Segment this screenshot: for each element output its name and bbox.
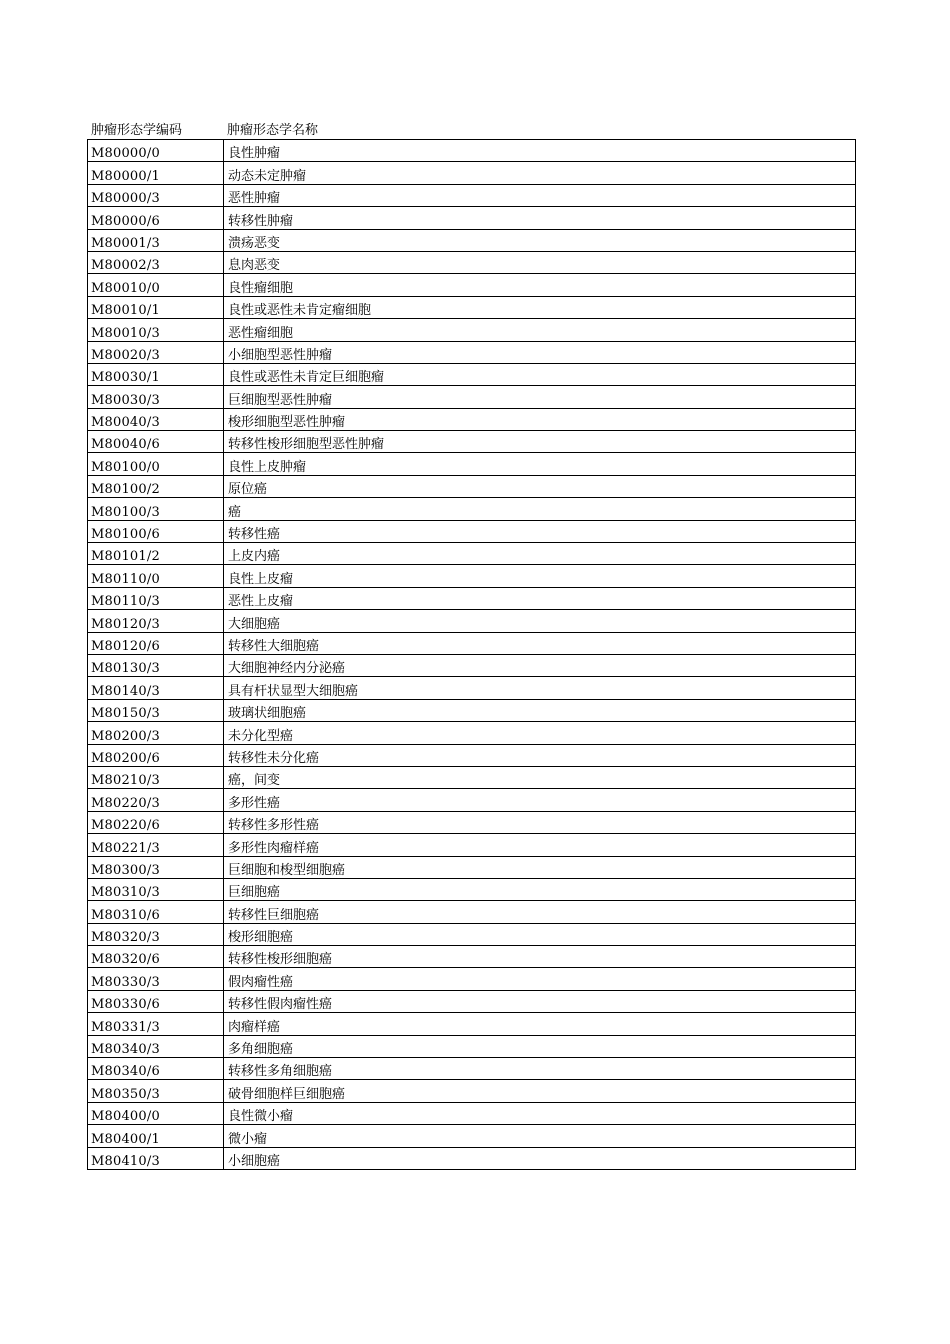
morphology-name-cell[interactable]: 多角细胞癌 bbox=[224, 1035, 856, 1057]
morphology-code-cell[interactable]: M80320/6 bbox=[88, 946, 224, 968]
table-row bbox=[88, 207, 856, 229]
table-row bbox=[88, 766, 856, 788]
table-row bbox=[88, 140, 856, 162]
morphology-code-cell[interactable]: M80310/6 bbox=[88, 901, 224, 923]
table-row bbox=[88, 296, 856, 318]
morphology-code-cell[interactable]: M80220/3 bbox=[88, 789, 224, 811]
morphology-name-cell[interactable]: 巨细胞型恶性肿瘤 bbox=[224, 386, 856, 408]
morphology-code-cell[interactable]: M80300/3 bbox=[88, 856, 224, 878]
table-row bbox=[88, 1013, 856, 1035]
morphology-name-cell[interactable]: 转移性多角细胞癌 bbox=[224, 1058, 856, 1080]
morphology-code-cell[interactable]: M80120/3 bbox=[88, 610, 224, 632]
morphology-code-cell[interactable]: M80130/3 bbox=[88, 654, 224, 676]
morphology-name-cell[interactable]: 大细胞神经内分泌癌 bbox=[224, 654, 856, 676]
table-row bbox=[88, 386, 856, 408]
morphology-name-cell[interactable]: 多形性癌 bbox=[224, 789, 856, 811]
morphology-name-cell[interactable]: 上皮内癌 bbox=[224, 543, 856, 565]
morphology-name-cell[interactable]: 原位癌 bbox=[224, 475, 856, 497]
table-row bbox=[88, 901, 856, 923]
morphology-name-cell[interactable]: 转移性未分化癌 bbox=[224, 744, 856, 766]
table-row bbox=[88, 968, 856, 990]
morphology-code-cell[interactable]: M80220/6 bbox=[88, 811, 224, 833]
morphology-name-cell[interactable]: 转移性多形性癌 bbox=[224, 811, 856, 833]
morphology-name-cell[interactable]: 玻璃状细胞癌 bbox=[224, 699, 856, 721]
morphology-name-cell[interactable]: 转移性巨细胞癌 bbox=[224, 901, 856, 923]
table-row bbox=[88, 610, 856, 632]
morphology-name-cell[interactable]: 微小瘤 bbox=[224, 1125, 856, 1147]
morphology-name-cell[interactable]: 转移性梭形细胞癌 bbox=[224, 946, 856, 968]
table-row bbox=[88, 1080, 856, 1102]
morphology-name-cell[interactable]: 良性微小瘤 bbox=[224, 1102, 856, 1124]
morphology-code-cell[interactable]: M80100/0 bbox=[88, 453, 224, 475]
table-row bbox=[88, 722, 856, 744]
table-row bbox=[88, 699, 856, 721]
morphology-code-cell[interactable]: M80320/3 bbox=[88, 923, 224, 945]
morphology-name-cell[interactable]: 转移性梭形细胞型恶性肿瘤 bbox=[224, 431, 856, 453]
table-row bbox=[88, 834, 856, 856]
table-row bbox=[88, 363, 856, 385]
table-row bbox=[88, 1125, 856, 1147]
table-row bbox=[88, 341, 856, 363]
table-row bbox=[88, 1058, 856, 1080]
morphology-code-cell[interactable]: M80330/3 bbox=[88, 968, 224, 990]
morphology-code-cell[interactable]: M80150/3 bbox=[88, 699, 224, 721]
morphology-code-cell[interactable]: M80210/3 bbox=[88, 766, 224, 788]
morphology-code-cell[interactable]: M80400/0 bbox=[88, 1102, 224, 1124]
morphology-code-cell[interactable]: M80100/3 bbox=[88, 498, 224, 520]
table-row bbox=[88, 946, 856, 968]
morphology-name-cell[interactable]: 恶性肿瘤 bbox=[224, 184, 856, 206]
morphology-name-cell[interactable]: 良性肿瘤 bbox=[224, 140, 856, 162]
morphology-code-cell[interactable]: M80030/1 bbox=[88, 363, 224, 385]
morphology-name-cell[interactable]: 动态未定肿瘤 bbox=[224, 162, 856, 184]
morphology-code-cell[interactable]: M80221/3 bbox=[88, 834, 224, 856]
table-row bbox=[88, 677, 856, 699]
morphology-code-cell[interactable]: M80140/3 bbox=[88, 677, 224, 699]
morphology-code-cell[interactable]: M80010/1 bbox=[88, 296, 224, 318]
morphology-name-cell[interactable]: 溃疡恶变 bbox=[224, 229, 856, 251]
morphology-code-cell[interactable]: M80200/3 bbox=[88, 722, 224, 744]
morphology-code-cell[interactable]: M80002/3 bbox=[88, 251, 224, 273]
table-row bbox=[88, 162, 856, 184]
morphology-code-cell[interactable]: M80410/3 bbox=[88, 1147, 224, 1169]
table-row bbox=[88, 587, 856, 609]
table-row bbox=[88, 229, 856, 251]
morphology-name-cell[interactable]: 癌 bbox=[224, 498, 856, 520]
morphology-code-cell[interactable]: M80331/3 bbox=[88, 1013, 224, 1035]
spreadsheet bbox=[87, 118, 856, 1170]
table-row bbox=[88, 1147, 856, 1169]
morphology-code-cell[interactable]: M80350/3 bbox=[88, 1080, 224, 1102]
table-row bbox=[88, 856, 856, 878]
table-row bbox=[88, 498, 856, 520]
morphology-code-cell[interactable]: M80000/0 bbox=[88, 140, 224, 162]
table-row bbox=[88, 431, 856, 453]
table-row bbox=[88, 654, 856, 676]
table-row bbox=[88, 811, 856, 833]
morphology-code-cell[interactable]: M80110/0 bbox=[88, 565, 224, 587]
table-row bbox=[88, 789, 856, 811]
morphology-name-cell[interactable]: 恶性上皮瘤 bbox=[224, 587, 856, 609]
morphology-name-cell[interactable]: 肉瘤样癌 bbox=[224, 1013, 856, 1035]
morphology-name-cell[interactable]: 多形性肉瘤样癌 bbox=[224, 834, 856, 856]
morphology-name-cell[interactable]: 未分化型癌 bbox=[224, 722, 856, 744]
morphology-name-cell[interactable]: 良性上皮肿瘤 bbox=[224, 453, 856, 475]
table-row bbox=[88, 453, 856, 475]
morphology-code-cell[interactable]: M80110/3 bbox=[88, 587, 224, 609]
table-body bbox=[88, 140, 856, 1170]
table-row bbox=[88, 878, 856, 900]
morphology-name-cell[interactable]: 良性或恶性未肯定巨细胞瘤 bbox=[224, 363, 856, 385]
morphology-code-cell[interactable]: M80101/2 bbox=[88, 543, 224, 565]
table-row bbox=[88, 408, 856, 430]
morphology-code-cell[interactable]: M80120/6 bbox=[88, 632, 224, 654]
morphology-name-cell[interactable]: 良性或恶性未肯定瘤细胞 bbox=[224, 296, 856, 318]
morphology-name-cell[interactable]: 梭形细胞型恶性肿瘤 bbox=[224, 408, 856, 430]
morphology-code-cell[interactable]: M80030/3 bbox=[88, 386, 224, 408]
morphology-name-cell[interactable]: 息肉恶变 bbox=[224, 251, 856, 273]
table-row bbox=[88, 632, 856, 654]
morphology-code-cell[interactable]: M80040/3 bbox=[88, 408, 224, 430]
morphology-name-cell[interactable]: 转移性假肉瘤性癌 bbox=[224, 990, 856, 1012]
morphology-name-cell[interactable]: 小细胞型恶性肿瘤 bbox=[224, 341, 856, 363]
morphology-name-cell[interactable]: 巨细胞癌 bbox=[224, 878, 856, 900]
morphology-code-cell[interactable]: M80020/3 bbox=[88, 341, 224, 363]
morphology-name-cell[interactable]: 良性瘤细胞 bbox=[224, 274, 856, 296]
morphology-name-cell[interactable]: 具有杆状显型大细胞癌 bbox=[224, 677, 856, 699]
morphology-name-cell[interactable]: 恶性瘤细胞 bbox=[224, 319, 856, 341]
morphology-code-cell[interactable]: M80400/1 bbox=[88, 1125, 224, 1147]
table-row bbox=[88, 744, 856, 766]
table-row bbox=[88, 1035, 856, 1057]
morphology-table bbox=[87, 139, 856, 1170]
table-row bbox=[88, 1102, 856, 1124]
table-row bbox=[88, 274, 856, 296]
morphology-code-cell[interactable]: M80100/6 bbox=[88, 520, 224, 542]
morphology-code-cell[interactable]: M80330/6 bbox=[88, 990, 224, 1012]
morphology-code-cell[interactable]: M80040/6 bbox=[88, 431, 224, 453]
morphology-name-cell[interactable]: 巨细胞和梭型细胞癌 bbox=[224, 856, 856, 878]
morphology-name-cell[interactable]: 小细胞癌 bbox=[224, 1147, 856, 1169]
header-row bbox=[87, 118, 856, 139]
table-row bbox=[88, 990, 856, 1012]
morphology-code-cell[interactable]: M80001/3 bbox=[88, 229, 224, 251]
morphology-name-cell[interactable]: 癌，间变 bbox=[224, 766, 856, 788]
morphology-code-cell[interactable]: M80010/3 bbox=[88, 319, 224, 341]
table-row bbox=[88, 184, 856, 206]
morphology-name-cell[interactable]: 转移性大细胞癌 bbox=[224, 632, 856, 654]
morphology-name-cell[interactable]: 转移性肿瘤 bbox=[224, 207, 856, 229]
morphology-code-cell[interactable]: M80000/3 bbox=[88, 184, 224, 206]
table-row bbox=[88, 520, 856, 542]
morphology-code-cell[interactable]: M80010/0 bbox=[88, 274, 224, 296]
table-row bbox=[88, 543, 856, 565]
table-row bbox=[88, 251, 856, 273]
morphology-code-cell[interactable]: M80340/3 bbox=[88, 1035, 224, 1057]
morphology-code-cell[interactable]: M80000/6 bbox=[88, 207, 224, 229]
morphology-code-cell[interactable]: M80000/1 bbox=[88, 162, 224, 184]
code-column-header: 肿瘤形态学编码 bbox=[91, 123, 183, 138]
table-row bbox=[88, 565, 856, 587]
morphology-code-cell[interactable]: M80310/3 bbox=[88, 878, 224, 900]
name-column-header: 肿瘤形态学名称 bbox=[227, 123, 319, 138]
morphology-name-cell[interactable]: 转移性癌 bbox=[224, 520, 856, 542]
morphology-name-cell[interactable]: 假肉瘤性癌 bbox=[224, 968, 856, 990]
morphology-name-cell[interactable]: 大细胞癌 bbox=[224, 610, 856, 632]
morphology-code-cell[interactable]: M80100/2 bbox=[88, 475, 224, 497]
morphology-name-cell[interactable]: 梭形细胞癌 bbox=[224, 923, 856, 945]
table-row bbox=[88, 475, 856, 497]
morphology-name-cell[interactable]: 良性上皮瘤 bbox=[224, 565, 856, 587]
morphology-name-cell[interactable]: 破骨细胞样巨细胞癌 bbox=[224, 1080, 856, 1102]
table-row bbox=[88, 319, 856, 341]
morphology-code-cell[interactable]: M80200/6 bbox=[88, 744, 224, 766]
table-row bbox=[88, 923, 856, 945]
morphology-code-cell[interactable]: M80340/6 bbox=[88, 1058, 224, 1080]
